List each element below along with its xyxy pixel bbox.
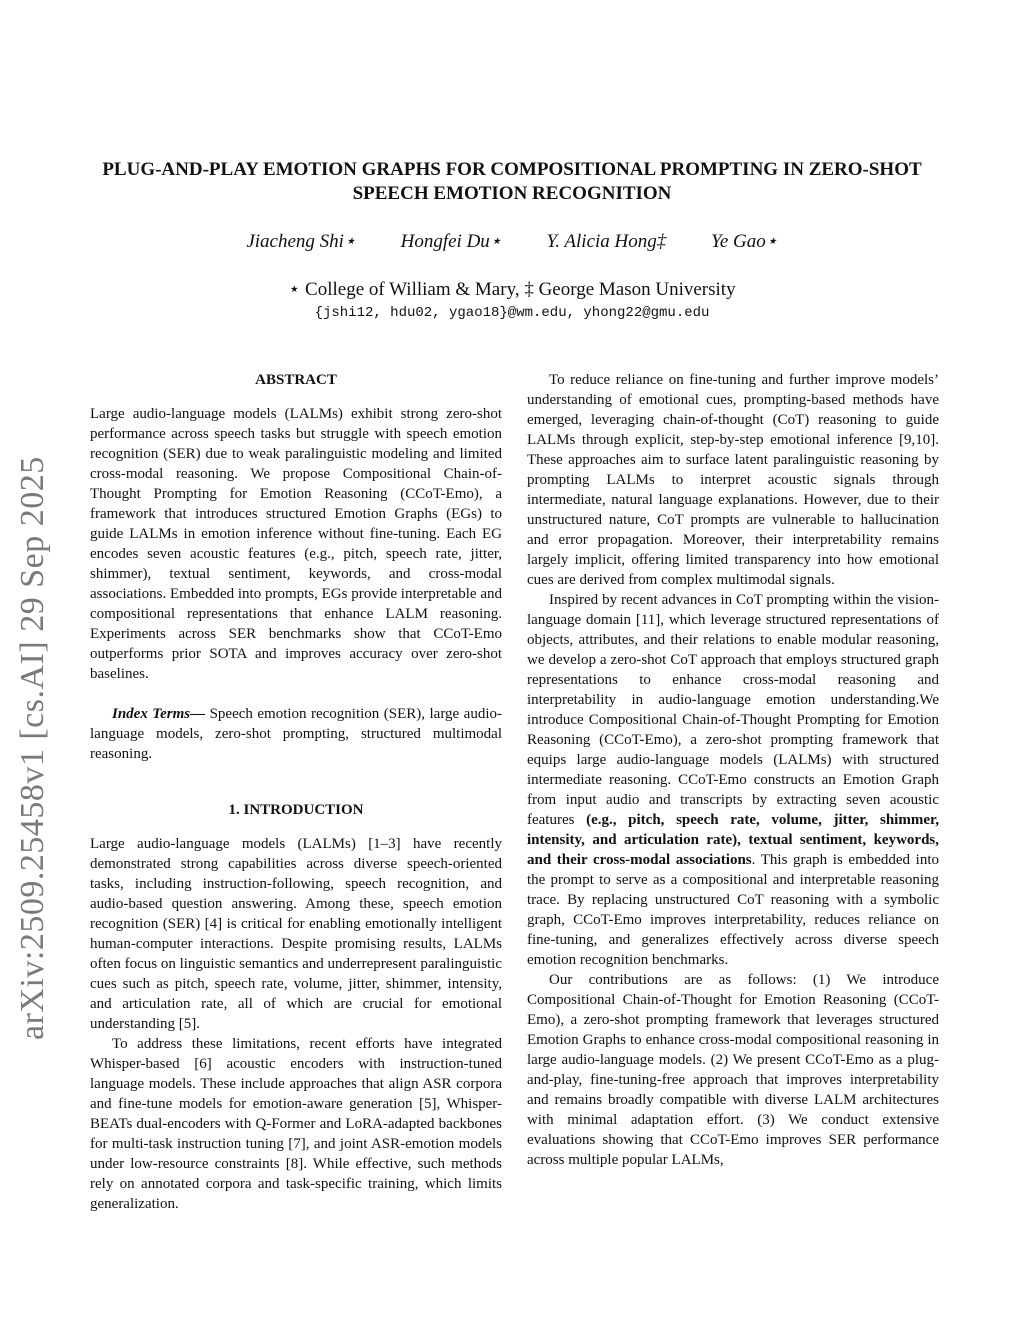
title-line-2: SPEECH EMOTION RECOGNITION xyxy=(352,183,672,204)
author-list xyxy=(0,230,1024,253)
intro-heading: 1. INTRODUCTION xyxy=(228,802,364,818)
intro-p4-bold: (e.g., pitch, speech rate, volume, jitter, shimmer, intensity, and articulation rate), textual sentiment, keywords, and their cross-modal associations xyxy=(527,812,940,868)
intro-paragraph-1: Large audio-language models (LALMs) [1–3] have recently demonstrated strong capabilities across diverse speech-oriented tasks, including instruction-following, speech recognition, and audio-based question answering. Among these, speech emotion recognition (SER) [4] is critical for enabling emotionally intelligent human-computer interactions. Despite promising results, LALMs often focus on linguistic semantics and underrepresent paralinguistic cues such as pitch, speech rate, volume, jitter, shimmer, intensity, and articulation rate, all of which are crucial for emotional understanding [5]. xyxy=(90,836,502,1032)
title-line-1: PLUG-AND-PLAY EMOTION GRAPHS FOR COMPOSITIONAL PROMPTING IN ZERO-SHOT xyxy=(102,159,922,180)
index-terms xyxy=(90,704,502,764)
left-column xyxy=(90,370,502,1214)
paper-title xyxy=(0,158,1024,206)
abstract-text: Large audio-language models (LALMs) exhibit strong zero-shot performance across speech tasks but struggle with speech emotion recognition (SER) due to weak paralinguistic modeling and limited cross-modal reasoning. We propose Compositional Chain-of-Thought Prompting for Emotion Reasoning (CCoT-Emo), a framework that introduces structured Emotion Graphs (EGs) to guide LALMs in emotion inference without fine-tuning. Each EG encodes seven acoustic features (e.g., pitch, speech rate, jitter, shimmer), textual sentiment, keywords, and cross-modal associations. Embedded into prompts, EGs provide interpretable and compositional representations that enhance LALM reasoning. Experiments across SER benchmarks show that CCoT-Emo outperforms prior SOTA and improves accuracy over zero-shot baselines. xyxy=(90,406,502,682)
intro-paragraph-5: Our contributions are as follows: (1) We introduce Compositional Chain-of-Thought for Emotion Reasoning (CCoT-Emo), a zero-shot prompting framework that leverages structured Emotion Graphs to enhance cross-modal compositional reasoning in large audio-language models. (2) We present CCoT-Emo as a plug-and-play, fine-tuning-free approach that improves interpretability and remains broadly compatible with diverse LALM architectures with minimal adaptation effort. (3) We conduct extensive evaluations showing that CCoT-Emo improves SER performance across multiple popular LALMs, xyxy=(527,972,939,1168)
arxiv-watermark: arXiv:2509.25458v1 [cs.AI] 29 Sep 2025 xyxy=(14,456,51,1040)
intro-p4-part-a: Inspired by recent advances in CoT prompting within the vision-language domain [11], which leverage structured representations of objects, attributes, and their relations to enable modular reasoning, we develop a zero-shot CoT approach that employs structured graph representations to enhance cross-modal reasoning and interpretability in audio-language emotion understanding.We introduce Compositional Chain-of-Thought Prompting for Emotion Reasoning (CCoT-Emo), a zero-shot prompting framework that equips large audio-language models (LALMs) with structured intermediate reasoning. CCoT-Emo constructs an Emotion Graph from input audio and transcripts by extracting seven acoustic features xyxy=(527,592,939,828)
intro-p4-part-c: . This graph is embedded into the prompt to serve as a compositional and interpretable reasoning trace. By replacing unstructured CoT reasoning with a symbolic graph, CCoT-Emo improves interpretability, reduces reliance on fine-tuning, and generalizes effectively across diverse speech emotion recognition benchmarks. xyxy=(527,852,940,968)
index-terms-text: Speech emotion recognition (SER), large audio-language models, zero-shot prompting, structured multimodal reasoning. xyxy=(90,706,503,762)
author-1: Jiacheng Shi⋆ xyxy=(246,231,356,252)
right-column xyxy=(527,370,939,1170)
intro-paragraph-2: To address these limitations, recent efforts have integrated Whisper-based [6] acoustic encoders with instruction-tuned language models. These include approaches that align ASR corpora and fine-tune models for emotion-aware generation [5], Whisper-BEATs dual-encoders with Q-Former and LoRA-adapted backbones for multi-task instruction tuning [7], and joint ASR-emotion models under low-resource constraints [8]. While effective, such methods rely on annotated corpora and task-specific training, which limits generalization. xyxy=(90,1036,502,1212)
abstract-heading: ABSTRACT xyxy=(255,372,337,388)
intro-paragraph-3: To reduce reliance on fine-tuning and further improve models’ understanding of emotional cues, prompting-based methods have emerged, leveraging chain-of-thought (CoT) reasoning to guide LALMs through explicit, step-by-step emotional inference [9,10]. These approaches aim to surface latent paralinguistic reasoning by prompting LALMs to interpret acoustic signals through intermediate, natural language explanations. However, due to their unstructured nature, CoT prompts are vulnerable to hallucination and error propagation. Moreover, their interpretability remains largely implicit, offering limited transparency into how emotional cues are derived from complex multimodal signals. xyxy=(527,372,939,588)
index-terms-label: Index Terms— xyxy=(112,706,206,722)
author-emails: {jshi12, hdu02, ygao18}@wm.edu, yhong22@gmu.edu xyxy=(314,305,710,321)
intro-paragraph-4 xyxy=(527,590,939,970)
author-4: Ye Gao⋆ xyxy=(711,231,778,252)
author-2: Hongfei Du⋆ xyxy=(400,231,502,252)
author-3: Y. Alicia Hong‡ xyxy=(546,231,667,252)
affiliations: ⋆ College of William & Mary, ‡ George Mason University xyxy=(288,279,736,300)
